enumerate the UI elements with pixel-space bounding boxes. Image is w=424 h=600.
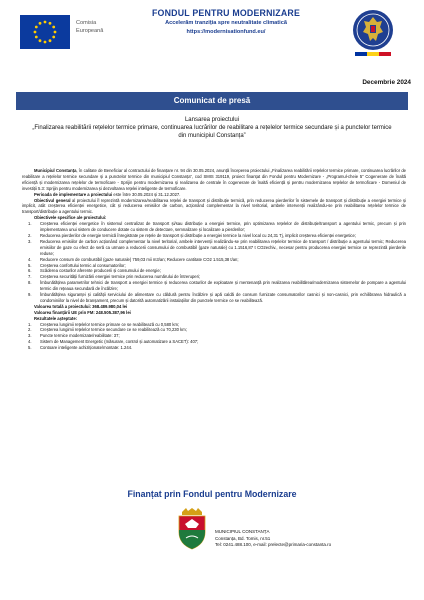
- list-item: 9. Îmbunătățirea siguranței și calității serviciului de alimentare cu căldură pentru încălzire și apă caldă de consum furnizate consumatorilor casnici și non-casnici, prin echilibrarea hidraulică a condominiilor la nivel de branșament, precum și datorită automatizării instalațiilor din punctele termice ce se reabilitează.: [28, 292, 406, 303]
- press-release-body: [22, 168, 406, 351]
- intro-text: , în calitate de Beneficiar al contractului de finanțare nr. 94 din 30.05.2024, anunță începerea proiectului „Finalizarea reabilitării rețelelor termice primare, continuarea lucrărilor de reabilitare a rețelelor termice secundare și a punctelor termice din municipiul Constanța”, cod SMIS 319119, proiect finanțat din Fondul pentru Modernizare - „Programul-cheie 5” Cogenerare de înaltă eficiență și modernizarea rețelelor de termoficare - Sprijin pentru modernizarea și realizarea de centrale în cogenerare de înaltă eficiență și pentru modernizarea rețelelor de termoficare - Domeniul de investiții 5.3: Sprijin pentru modernizarea și dezvoltarea rețelei inteligente de termoficare.: [22, 168, 406, 191]
- list-item: 6. Scăderea costurilor aferente producerii și consumului de energie;: [28, 268, 161, 274]
- results-list: [22, 322, 406, 352]
- eu-funding-label: Valoarea finanțării UE prin FM: [34, 309, 94, 315]
- list-item: 1. Creșterea lungimii rețelelor termice primare ce se reabilitează cu 0,580 km;: [28, 321, 180, 327]
- list-item: 3. Reducerea emisiilor de carbon acționând complementar la nivel teritorial, ambele intervenții realizându-se prin reabilitarea rețelelor termice de transport / distribuție a agentului termic; Reducerea emisiilor de gaze cu efect de seră ca urmare a reducerii consumului de combustibil (gaze naturale) cu 1.1516,87 t CO2echiv., necesar pentru producerea energiei termice ce reprezintă pierderile reduse;: [28, 238, 406, 256]
- banner-title: Comunicat de presă: [173, 96, 251, 105]
- list-item-text: Puncte termice modernizate/reabilitate: 37;: [40, 333, 120, 339]
- list-item-text: Reducerea pierderilor de energie termică înregistrate pe rețele de transport și distribuție a energiei termice la nivel local cu 24,31 Tj, implicit creșterea eficienței energetice;: [40, 232, 357, 238]
- list-item-text: Îmbunătățirea siguranței și calității serviciului de alimentare cu căldură pentru încălzire și apă caldă de consum furnizate consumatorilor casnici și non-casnici, prin echilibrarea hidraulică a condominiilor la nivel de branșament, precum și datorită automatizării instalațiilor din punctele termice ce se reabilitează.: [40, 292, 406, 303]
- list-item: 4. Sistem de Management Energetic (măsurare, control și automatizare a SACET): 407;: [28, 339, 199, 345]
- list-item: 5. Contoare inteligente achiziționate/montate: 1.244.: [28, 345, 133, 351]
- specific-objectives-heading: Obiectivele specifice ale proiectului:: [34, 215, 107, 221]
- list-item-text: Sistem de Management Energetic (măsurare, control și automatizare a SACET): 407;: [40, 339, 199, 345]
- list-item: 5. Creșterea confortului termic al consumatorilor;: [28, 262, 126, 268]
- list-item-text: Îmbunătățirea parametrilor tehnici de transport a energiei termice și reducerea costurilor de exploatare și mentenanță prin realizarea reabilitărea/modernizarea sistemelor de pompare a agentului termic din rețeaua secundară de încălzire;: [40, 280, 406, 292]
- constanta-coat-of-arms-icon: [176, 508, 208, 550]
- objective-text: al proiectului îl reprezintă modernizarea/reabilitarea rețelei de transport și distribuție termică, prin reducerea pierderilor în sistemele de transport și distribuție a energiei termice și implicit, atât creșterea eficienței energetice, cât și reducerea emisiilor de carbon, acționând complementar la nivel teritorial, ambele intervenții realizându-se prin reabilitarea rețelelor termice de transport/distribuție a agentului termic.: [22, 197, 406, 215]
- list-item: 2. Creșterea lungimii rețelelor termice secundare ce se reabilitează cu 70,230 km;: [28, 327, 187, 333]
- eu-commission-label: [76, 19, 103, 35]
- fund-url: https://modernisationfund.eu/: [186, 29, 266, 35]
- list-item-text: Contoare inteligente achiziționate/montate: 1.244.: [40, 345, 133, 351]
- list-item-text: Creșterea eficienței energetice în sistemul centralizat de transport și/sau distribuție a energiei termice, prin optimizarea rețelelor de distribuție/transport a agentului termic, precum și prin implementarea unui sistem de conducere dotate cu sistem de detectare, semnalizare și localizare a pierderilor;: [40, 221, 406, 233]
- list-item: 4. Reducere consum de combustibil (gaze naturale) 759,03 mii m3/an; Reducere cantitate CO2 1.515,38 t/an;: [28, 256, 239, 262]
- total-value: : 368.489.980,04 lei: [89, 303, 128, 309]
- objective-paragraph: [22, 198, 406, 216]
- list-item-text: Scăderea costurilor aferente producerii și consumului de energie;: [40, 268, 161, 274]
- list-item: 2. Reducerea pierderilor de energie termică înregistrate pe rețele de transport și distribuție a energiei termice la nivel local cu 24,31 Tj, implicit creșterea eficienței energetice;: [28, 232, 357, 238]
- fund-subtitle: Accelerăm tranziția spre neutralitate climatică: [165, 20, 287, 26]
- list-item: 7. Creșterea securității furnizării energiei termice prin reducerea numărului de întreruperi;: [28, 274, 201, 280]
- list-item-text: Reducerea emisiilor de carbon acționând complementar la nivel teritorial, ambele intervenții realizându-se prin reabilitarea rețelelor termice de transport / distribuție a agentului termic; Reducerea emisiilor de gaze cu efect de seră ca urmare a reducerii consumului de combustibil (gaze naturale) cu 1.1516,87 t CO2echiv., necesar pentru producerea energiei termice ce reprezintă pierderile reduse;: [40, 238, 406, 256]
- list-item: 1. Creșterea eficienței energetice în sistemul centralizat de transport și/sau distribuție a energiei termice, prin optimizarea rețelelor de distribuție/transport a agentului termic, precum și prin implementarea unui sistem de conducere dotate cu sistem de detectare, semnalizare și localizare a pierderilor;: [28, 221, 406, 233]
- municipality-name: MUNICIPIUL CONSTANȚA: [215, 529, 270, 534]
- period-text: este între 30.05.2024 și 31.12.2027.: [112, 191, 181, 197]
- total-value-label: Valoarea totală a proiectului: [34, 303, 90, 309]
- list-item-text: Reducere consum de combustibil (gaze naturale) 759,03 mii m3/an; Reducere cantitate CO2 1.515,38 t/an;: [40, 256, 239, 262]
- list-item-text: Creșterea confortului termic al consumatorilor;: [40, 262, 126, 268]
- list-item: 8. Îmbunătățirea parametrilor tehnici de transport a energiei termice și reducerea costurilor de exploatare și mentenanță prin realizarea reabilitărea/modernizarea sistemelor de pompare a agentului termic din rețeaua secundară de încălzire;: [28, 280, 406, 292]
- launch-line: Lansarea proiectului: [184, 117, 240, 123]
- municipality-address: Constanța, Bd. Tomis, nr.51: [215, 535, 271, 541]
- eu-label-line1: Comisia: [76, 20, 97, 26]
- project-title: „Finalizarea reabilitării rețelelor termice primare, continuarea lucrărilor de reabilitare a rețelelor termice secundare și a punctelor termice din municipiul Constanța”: [32, 125, 392, 140]
- results-heading: Rezultatele așteptate:: [34, 315, 78, 321]
- eu-funding-value: : 248.505.387,96 lei: [93, 309, 131, 315]
- romanian-government-logo-icon: [350, 8, 396, 60]
- eu-label-line2: Europeană: [76, 28, 104, 34]
- funded-by-title: Finanțat prin Fondul pentru Modernizare: [127, 489, 297, 499]
- list-item-text: Creșterea securității furnizării energiei termice prin reducerea numărului de întreruperi;: [40, 274, 201, 280]
- objective-label: Obiectivul general: [34, 197, 71, 203]
- beneficiary-name: Municipiul Constanța: [34, 168, 77, 173]
- list-item: 3. Puncte termice modernizate/reabilitate: 37;: [28, 333, 120, 339]
- fund-title: FONDUL PENTRU MODERNIZARE: [151, 8, 301, 18]
- press-release-date: Decembrie 2024: [362, 79, 411, 86]
- specific-objectives-list: [22, 221, 406, 304]
- list-item-text: Creșterea lungimii rețelelor termice primare ce se reabilitează cu 0,580 km;: [40, 321, 180, 327]
- eu-flag-icon: [20, 15, 70, 49]
- period-label: Perioada de implementare a proiectului: [34, 191, 113, 197]
- list-item-text: Creșterea lungimii rețelelor termice secundare ce se reabilitează cu 70,230 km;: [40, 327, 187, 333]
- municipality-contact-info: Tel: 0241.488.100, e-mail: prelecte@primaria-constanta.ro: [215, 542, 332, 548]
- municipality-contact: [215, 529, 331, 549]
- intro-paragraph: [22, 168, 406, 192]
